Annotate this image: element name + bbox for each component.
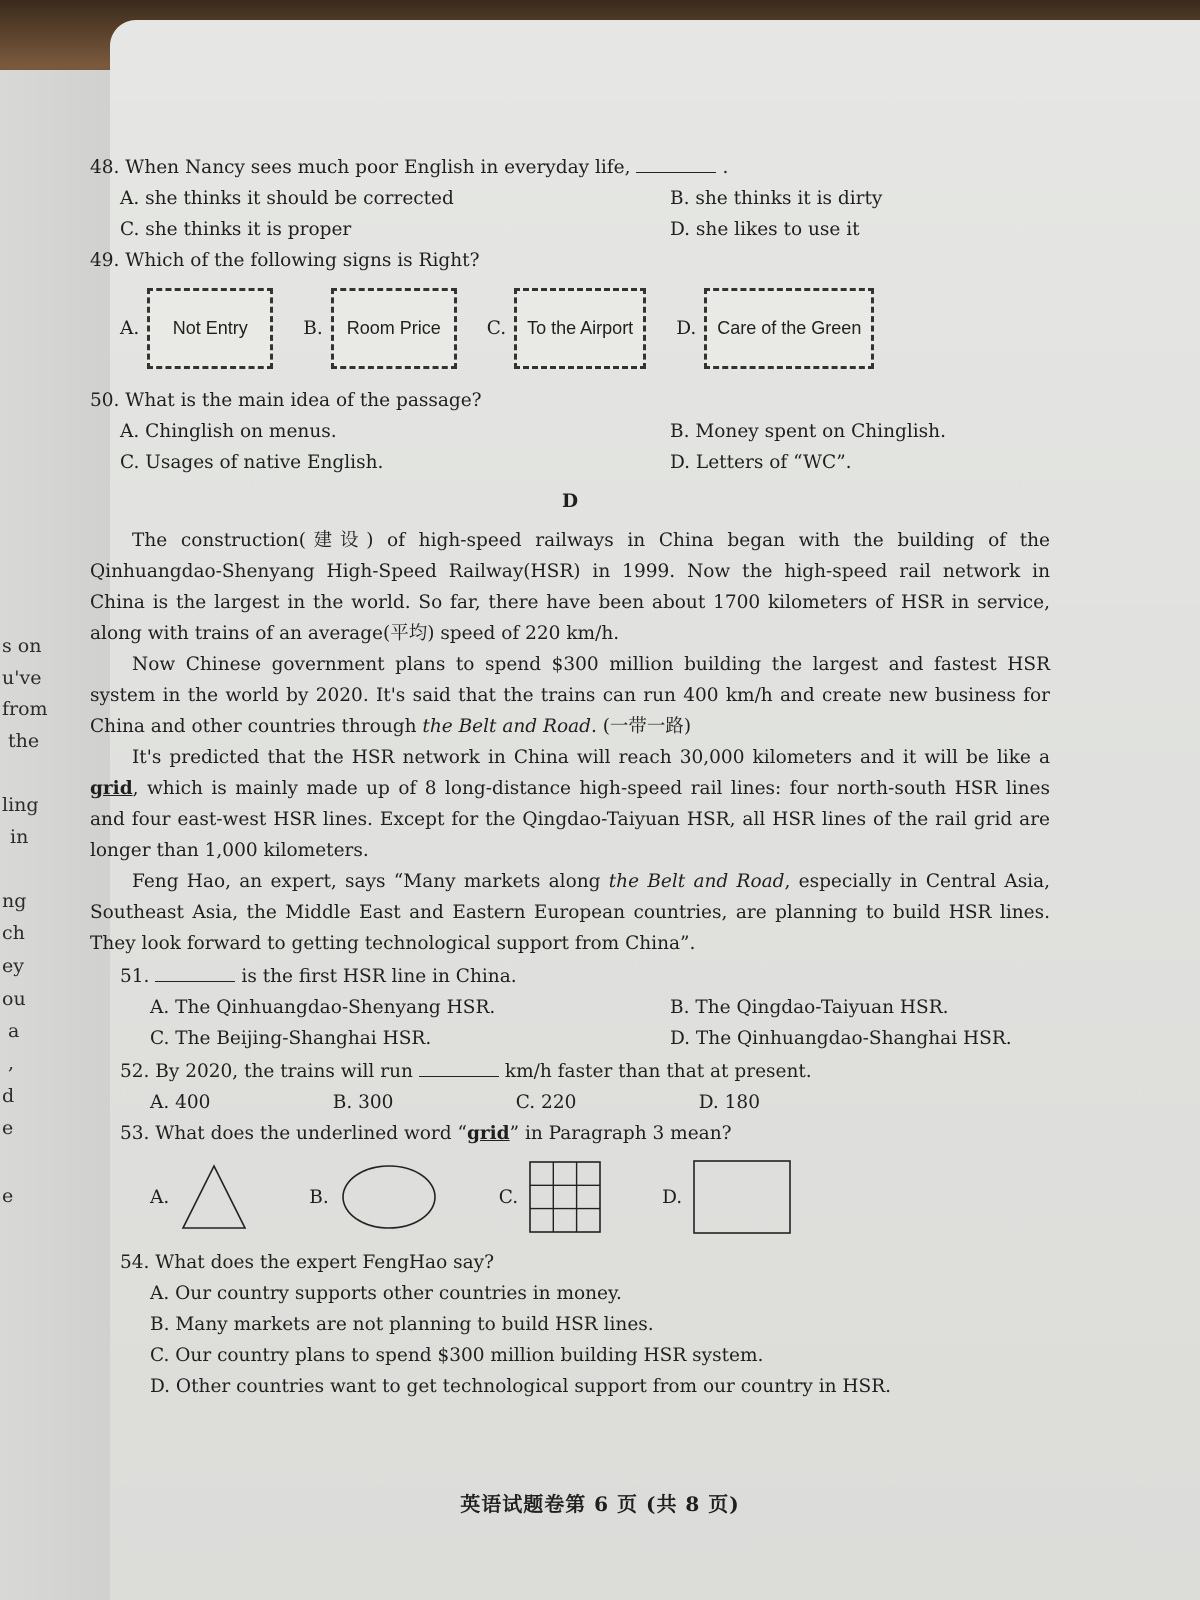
option-d: D. she likes to use it — [670, 219, 860, 240]
left-fragment: ling — [2, 794, 39, 816]
stem-text: 48. When Nancy sees much poor English in everyday life, — [90, 157, 631, 178]
question-49 — [90, 245, 1050, 369]
left-fragment: u've — [2, 667, 42, 689]
underlined-word: grid — [466, 1123, 510, 1144]
sign-box: Room Price — [331, 288, 457, 369]
option-d: D. 180 — [698, 1092, 760, 1113]
grid-icon — [528, 1160, 602, 1234]
left-fragment: ng — [2, 890, 27, 912]
section-heading: D — [561, 491, 579, 512]
stem-text: 52. By 2020, the trains will run — [120, 1061, 413, 1082]
stem-text: km/h faster than that at present. — [504, 1061, 812, 1082]
ellipse-icon — [339, 1162, 439, 1232]
shape-option-a — [150, 1162, 249, 1232]
question-stem: 49. Which of the following signs is Right? — [90, 250, 480, 271]
option-letter: D. — [676, 318, 697, 339]
left-fragment: the — [8, 730, 40, 752]
option-b: B. Money spent on Chinglish. — [670, 421, 946, 442]
question-number: 51. — [120, 966, 150, 987]
stem-end: . — [722, 157, 729, 178]
option-c: C. Usages of native English. — [120, 452, 384, 473]
option-letter: A. — [150, 1186, 170, 1208]
left-fragment: , — [8, 1052, 15, 1074]
left-fragment: e — [2, 1185, 14, 1207]
left-fragment: from — [2, 698, 48, 720]
option-c: C. she thinks it is proper — [120, 219, 352, 240]
stem-text: is the first HSR line in China. — [241, 966, 517, 987]
option-b: B. she thinks it is dirty — [670, 188, 883, 209]
text-run: Now Chinese government plans to spend $300 million building the largest and fastest HSR system in the world by 2020. It's said that the trains can run 400 km/h and create new business for China and other countries through — [90, 654, 1050, 737]
question-50 — [90, 385, 1050, 478]
underlined-word: grid — [90, 778, 133, 799]
option-letter: B. — [303, 318, 323, 339]
option-letter: C. — [498, 1186, 519, 1208]
left-fragment: a — [8, 1020, 20, 1042]
answer-blank — [155, 959, 235, 982]
question-54 — [120, 1247, 1050, 1402]
sign-option-a — [120, 288, 273, 369]
question-stem — [90, 150, 1050, 183]
option-a: A. Our country supports other countries in money. — [150, 1283, 622, 1304]
shape-options — [150, 1159, 1050, 1235]
left-fragment: ch — [2, 922, 25, 944]
option-letter: B. — [309, 1186, 329, 1208]
rectangle-icon — [692, 1159, 792, 1235]
text-run: It's predicted that the HSR network in China will reach 30,000 kilometers and it will be like a — [132, 747, 1050, 768]
page-footer: 英语试题卷第 6 页 (共 8 页) — [460, 1492, 740, 1516]
sign-box: Not Entry — [147, 288, 273, 369]
option-c: C. Our country plans to spend $300 million building HSR system. — [150, 1345, 764, 1366]
shape-option-c — [499, 1160, 602, 1234]
option-b: B. 300 — [332, 1092, 394, 1113]
left-fragment: d — [2, 1085, 15, 1107]
stem-text: ” in Paragraph 3 mean? — [509, 1123, 732, 1144]
left-fragment: e — [2, 1117, 14, 1139]
exam-content — [90, 150, 1050, 1402]
option-b: B. The Qingdao-Taiyuan HSR. — [670, 997, 949, 1018]
option-letter: D. — [662, 1186, 683, 1208]
sign-box: To the Airport — [514, 288, 646, 369]
stem-text: 53. What does the underlined word “ — [120, 1123, 467, 1144]
question-stem: 54. What does the expert FengHao say? — [120, 1252, 494, 1273]
option-a: A. Chinglish on menus. — [120, 421, 337, 442]
answer-blank — [636, 150, 716, 173]
option-c: C. 220 — [515, 1092, 577, 1113]
answer-blank — [419, 1054, 499, 1077]
sign-option-c — [487, 288, 646, 369]
reading-passage — [90, 525, 1050, 959]
question-stem — [120, 959, 1050, 992]
text-run: , which is mainly made up of 8 long-distance high-speed rail lines: four north-south HSR lines and four east-west HSR lines. Except for the Qingdao-Taiyuan HSR, all HSR lines of the rail grid are longer than 1,000 kilometers. — [90, 778, 1050, 861]
option-d: D. The Qinhuangdao-Shanghai HSR. — [670, 1028, 1012, 1049]
option-letter: C. — [486, 318, 507, 339]
option-a: A. she thinks it should be corrected — [120, 188, 454, 209]
question-stem — [120, 1054, 1050, 1087]
sign-box: Care of the Green — [704, 288, 874, 369]
question-stem — [120, 1118, 1050, 1149]
question-51 — [120, 959, 1050, 1054]
left-fragment: ou — [2, 988, 26, 1010]
text-run: Feng Hao, an expert, says “Many markets along — [132, 871, 601, 892]
passage-paragraph-3 — [90, 742, 1050, 866]
question-stem: 50. What is the main idea of the passage? — [90, 390, 482, 411]
option-d: D. Other countries want to get technological support from our country in HSR. — [150, 1376, 892, 1397]
left-fragment: s on — [2, 635, 42, 657]
passage-paragraph-1: The construction(建设) of high-speed railways in China began with the building of the Qinhuangdao-Shenyang High-Speed Railway(HSR) in 1999. Now the high-speed rail network in China is the largest in the world. So far, there have been about 1700 kilometers of HSR in service, along with trains of an average(平均) speed of 220 km/h. — [90, 530, 1050, 644]
option-b: B. Many markets are not planning to build HSR lines. — [150, 1314, 654, 1335]
question-48 — [90, 150, 1050, 245]
italic-term: the Belt and Road — [608, 871, 785, 892]
option-letter: A. — [120, 318, 140, 339]
text-run: , especially in Central Asia, Southeast Asia, the Middle East and Eastern European countries, are planning to build HSR lines. They look forward to getting technological support from China”. — [90, 871, 1051, 954]
sign-options — [120, 288, 1050, 369]
left-fragment: ey — [2, 955, 24, 977]
italic-term: the Belt and Road — [422, 716, 591, 737]
option-c: C. The Beijing-Shanghai HSR. — [150, 1028, 432, 1049]
left-fragment: in — [10, 826, 29, 848]
option-a: A. The Qinhuangdao-Shenyang HSR. — [150, 997, 496, 1018]
option-a: A. 400 — [150, 1092, 211, 1113]
option-d: D. Letters of “WC”. — [670, 452, 852, 473]
passage-paragraph-2 — [90, 649, 1050, 742]
sign-option-d — [676, 288, 874, 369]
sign-option-b — [303, 288, 456, 369]
shape-option-b — [309, 1162, 438, 1232]
shape-option-d — [662, 1159, 792, 1235]
text-run: . (一带一路) — [590, 716, 692, 737]
passage-paragraph-4 — [90, 866, 1050, 959]
question-52 — [120, 1054, 1050, 1118]
triangle-icon — [179, 1162, 249, 1232]
question-53 — [120, 1118, 1050, 1235]
